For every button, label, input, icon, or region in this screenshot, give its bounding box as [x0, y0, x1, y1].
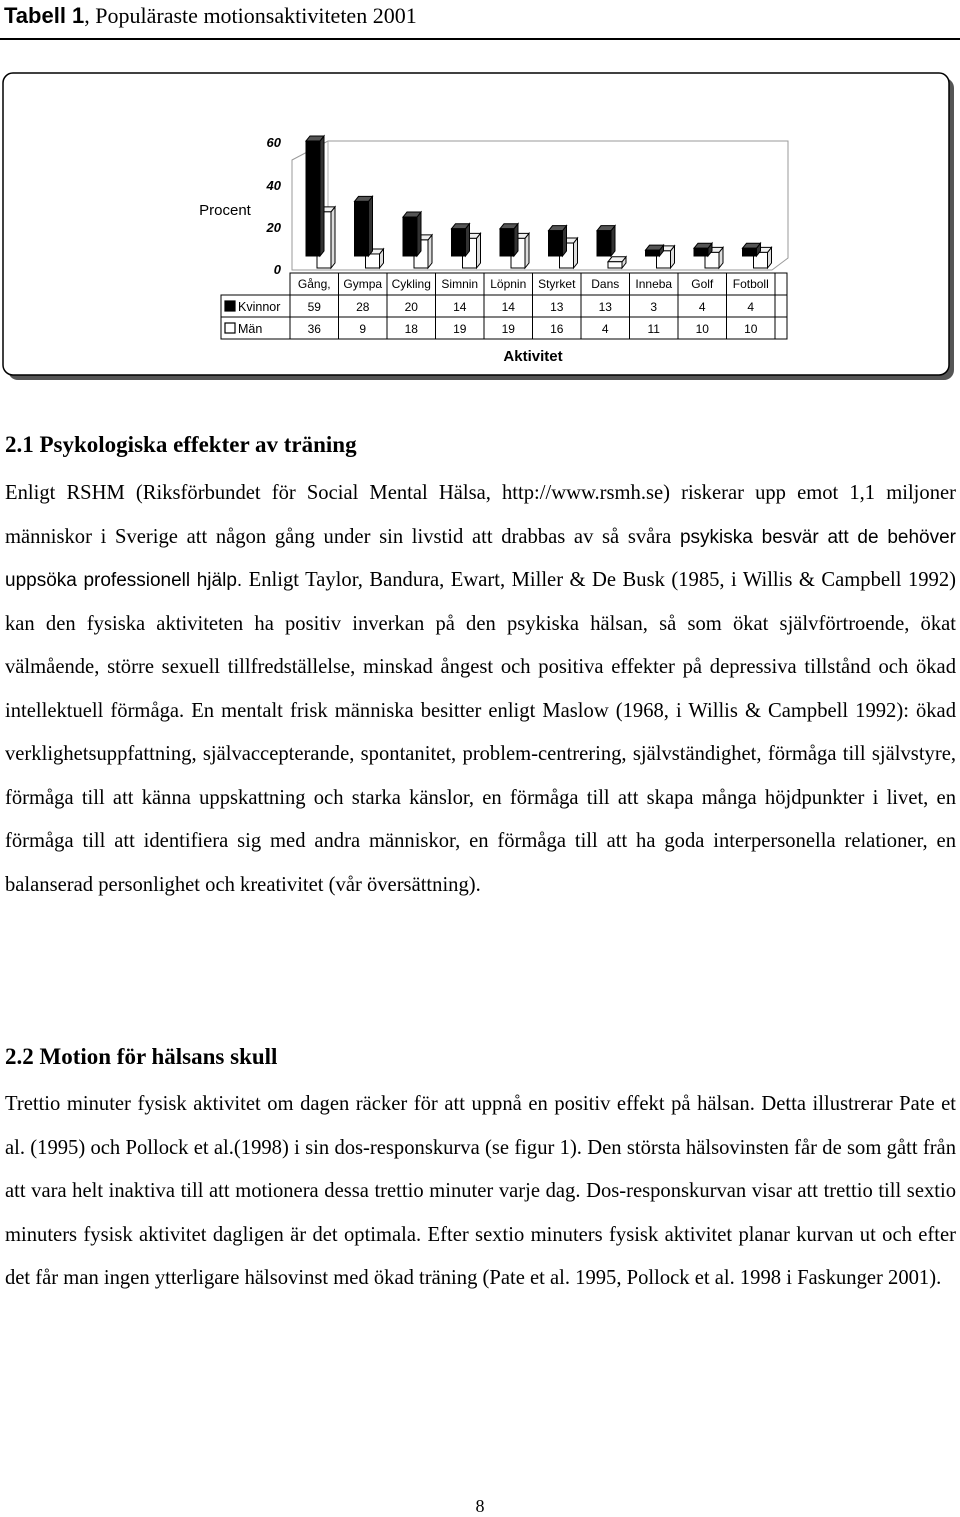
- table-value-kvinnor-cykling: 20: [404, 300, 418, 314]
- category-label-fotboll: Fotboll: [732, 277, 769, 291]
- table-value-kvinnor-simnin: 14: [453, 300, 467, 314]
- category-label-löpnin: Löpnin: [490, 277, 527, 291]
- paragraph-2-1-part-a: Enligt RSHM (Riksförbundet för Social Mental Hälsa, http://www.rsmh.se) riskerar upp emot 1,1 miljoner människor i Sverige att någon gång under sin livstid att drabbas av så svåra: [5, 482, 956, 548]
- bar-kvinnor-dans: [597, 226, 615, 256]
- bar-kvinnor-gympa: [355, 196, 373, 256]
- table-value-män-golf: 10: [695, 322, 709, 336]
- table-value-män-inneba: 11: [647, 322, 660, 336]
- table-value-kvinnor-gång: 59: [307, 300, 321, 314]
- table-value-kvinnor-gympa: 28: [356, 300, 370, 314]
- activity-bar-chart: [0, 70, 960, 390]
- table-value-män-gång: 36: [307, 322, 321, 336]
- category-label-golf: Golf: [691, 277, 714, 291]
- table-value-män-simnin: 19: [453, 322, 467, 336]
- bar-kvinnor-simnin: [452, 224, 470, 256]
- table-caption: [4, 3, 417, 29]
- bar-kvinnor-cykling: [403, 212, 421, 256]
- bar-kvinnor-fotboll: [743, 243, 761, 256]
- table-value-kvinnor-dans: 13: [598, 300, 612, 314]
- page-number: 8: [475, 1496, 485, 1516]
- legend-label-män: Män: [238, 322, 263, 336]
- bar-kvinnor-inneba: [646, 245, 664, 256]
- category-label-dans: Dans: [591, 277, 620, 291]
- table-value-kvinnor-styrket: 13: [550, 300, 564, 314]
- chart-x-axis-label: Aktivitet: [503, 348, 563, 365]
- table-caption-bar: [0, 0, 960, 40]
- category-label-inneba: Inneba: [635, 277, 673, 291]
- y-tick-label-0: 0: [273, 262, 281, 277]
- paragraph-2-2: Trettio minuter fysisk aktivitet om dagen räcker för att uppnå en positiv effekt på hälsan. Detta illustrerar Pate et al. (1995) och Pollock et al.(1998) i sin dos-responskurva (se figur 1). Den största hälsovinsten får de som gått från att vara helt inaktiva till att motionera dessa trettio minuter varje dag. Dos-responskurvan visar att trettio till sextio minuters fysisk aktivitet dagligen är det optimala. Efter sextio minuters fysisk aktivitet planar kurvan ut och efter det får man ingen ytterligare hälsovinst med ökad träning (Pate et al. 1995, Pollock et al. 1998 i Faskunger 2001).: [5, 1093, 956, 1289]
- table-caption-label: Tabell 1: [4, 3, 85, 28]
- paragraph-2-1-part-b: psykiska besvär att de behöver uppsöka professionell hjälp.: [5, 526, 956, 591]
- table-value-män-gympa: 9: [359, 322, 367, 336]
- section-heading-2-1: 2.1 Psykologiska effekter av träning: [5, 432, 357, 457]
- category-label-gång: Gång,: [297, 277, 331, 291]
- legend-swatch-kvinnor: [225, 301, 235, 311]
- chart-y-axis-label: Procent: [199, 202, 251, 219]
- category-label-styrket: Styrket: [538, 277, 576, 291]
- table-caption-text: , Populäraste motionsaktiviteten 2001: [84, 3, 417, 28]
- bar-kvinnor-löpnin: [500, 224, 518, 256]
- section-heading-2-2: 2.2 Motion för hälsans skull: [5, 1044, 278, 1069]
- legend-swatch-män: [225, 323, 235, 333]
- bar-kvinnor-gång: [306, 136, 324, 256]
- table-value-män-dans: 4: [601, 322, 609, 336]
- y-tick-label-40: 40: [266, 178, 281, 193]
- bar-kvinnor-golf: [694, 243, 712, 256]
- paragraph-2-1: [5, 472, 956, 907]
- y-tick-label-60: 60: [266, 135, 281, 150]
- category-label-gympa: Gympa: [343, 277, 383, 291]
- table-value-kvinnor-fotboll: 4: [747, 300, 755, 314]
- legend-label-kvinnor: Kvinnor: [238, 300, 281, 314]
- table-value-män-löpnin: 19: [501, 322, 515, 336]
- bar-kvinnor-styrket: [549, 226, 567, 256]
- table-value-kvinnor-löpnin: 14: [501, 300, 515, 314]
- table-value-män-fotboll: 10: [744, 322, 758, 336]
- table-value-män-cykling: 18: [404, 322, 418, 336]
- table-value-kvinnor-inneba: 3: [650, 300, 658, 314]
- y-tick-label-20: 20: [266, 220, 281, 235]
- table-value-kvinnor-golf: 4: [698, 300, 706, 314]
- category-label-simnin: Simnin: [441, 277, 479, 291]
- bar-man-dans: [608, 257, 626, 268]
- table-value-män-styrket: 16: [550, 322, 564, 336]
- paragraph-2-1-part-c: Enligt Taylor, Bandura, Ewart, Miller & De Busk (1985, i Willis & Campbell 1992) kan den fysiska aktiviteten ha positiv inverkan på den psykiska hälsan, så som ökat självförtroende, ökat välmående, större sexuell tillfredställelse, minskad ångest och positiva effekter på depressiva tillstånd och ökad intellektuell förmåga. En mentalt frisk människa besitter enligt Maslow (1968, i Willis & Campbell 1992): ökad verklighetsuppfattning, självaccepterande, spontanitet, problem-centrering, självständighet, förmåga till självstyre, förmåga till att känna uppskattning och starka känslor, en förmåga till att skapa många höjdpunkter i livet, en förmåga till att identifiera sig med andra människor, en förmåga till att ha goda interpersonella relationer, en balanserad personlighet och kreativitet (vår översättning).: [5, 569, 956, 896]
- category-label-cykling: Cykling: [391, 277, 431, 291]
